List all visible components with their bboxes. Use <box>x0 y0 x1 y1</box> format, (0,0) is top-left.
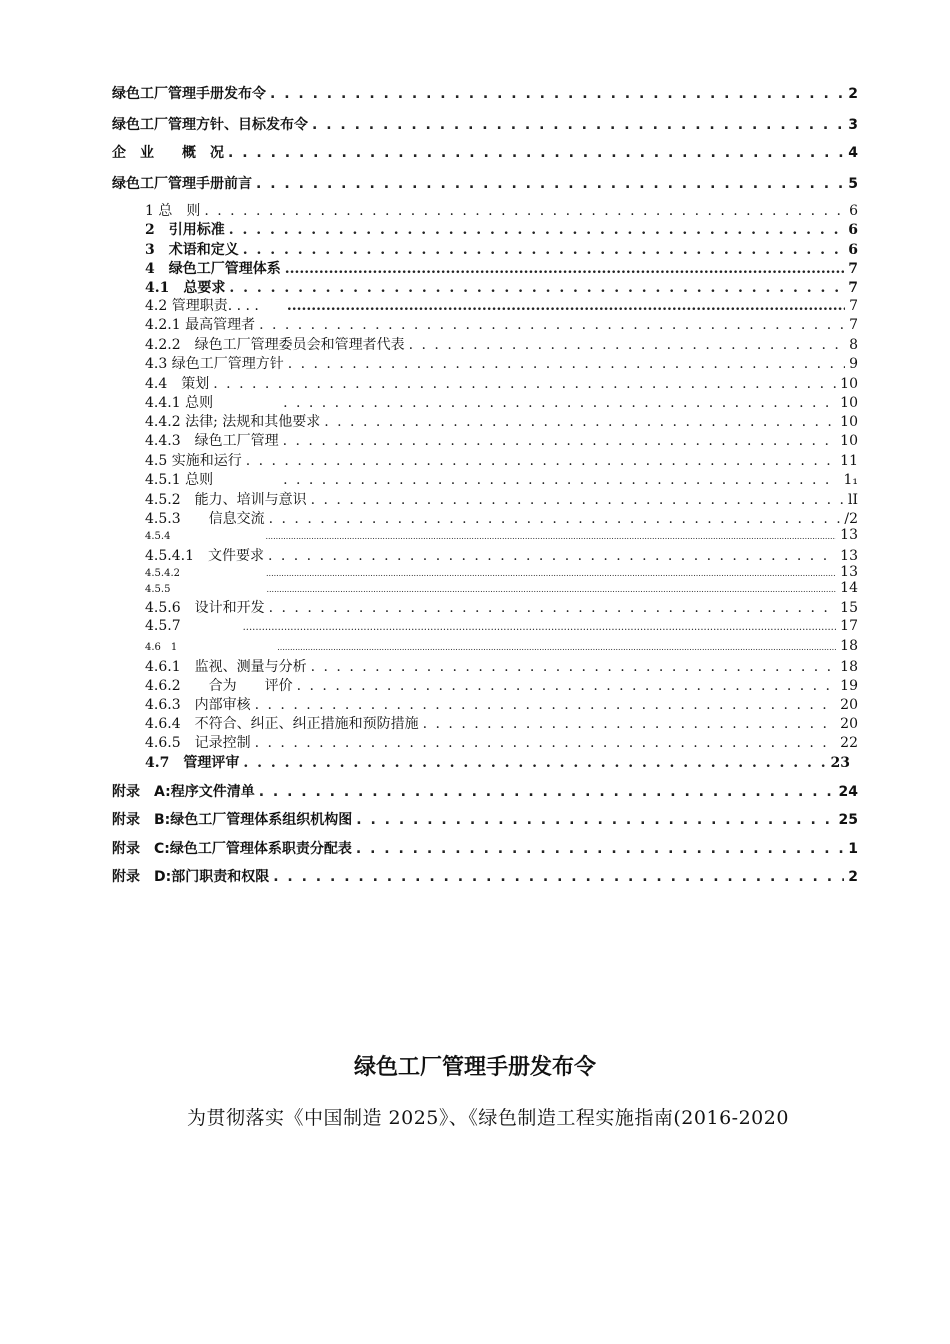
toc-page-number: 8 <box>849 337 858 353</box>
toc-entry-label: 4.7 管理评审 <box>145 755 240 771</box>
toc-entry[interactable] <box>145 752 850 772</box>
toc-entry-label: 绿色工厂管理手册发布令 <box>112 86 266 102</box>
toc-entry[interactable] <box>145 597 858 617</box>
dot-leader <box>259 784 835 800</box>
dot-leader <box>246 453 836 469</box>
toc-page-number: 10 <box>840 414 858 430</box>
toc-entry-label: 附录 C:绿色工厂管理体系职责分配表 <box>112 841 352 857</box>
toc-entry[interactable] <box>112 142 858 162</box>
toc-page-number: 10 <box>840 433 858 449</box>
toc-page-number: 7 <box>849 317 858 333</box>
toc-entry[interactable] <box>145 580 858 596</box>
dot-leader <box>213 376 836 392</box>
toc-page-number: 18 <box>840 659 858 675</box>
dot-leader <box>256 176 844 192</box>
dot-leader <box>229 280 844 296</box>
toc-page-number: 13 <box>840 527 858 543</box>
dot-leader <box>283 433 837 449</box>
toc-page-number: 7 <box>848 261 858 277</box>
paragraph-text: 为贯彻落实《中国制造 2025》、《绿色制造工程实施指南(2016-2020 <box>187 1107 789 1129</box>
toc-page-number: 7 <box>849 298 858 314</box>
toc-entry-label: 4.6.3 内部审核 <box>145 697 251 713</box>
toc-entry[interactable] <box>145 618 858 634</box>
toc-page-number: 2 <box>848 86 858 102</box>
dot-leader <box>283 395 836 411</box>
dot-leader <box>265 532 836 541</box>
toc-entry-label: 4.5.2 能力、培训与意识 <box>145 492 307 508</box>
toc-entry[interactable] <box>145 430 858 450</box>
toc-entry-label: 4.5.6 设计和开发 <box>145 600 265 616</box>
toc-page-number: lI <box>847 492 858 508</box>
toc-entry[interactable] <box>112 838 858 858</box>
section-title: 绿色工厂管理手册发布令 <box>353 1055 596 1080</box>
toc-entry-label: 企 业 概 况 <box>112 145 224 161</box>
toc-entry-label: 4.4.1 总则 <box>145 395 214 411</box>
toc-page-number: 4 <box>848 145 858 161</box>
toc-entry[interactable] <box>145 200 858 220</box>
toc-entry-label: 附录 A:程序文件清单 <box>112 784 255 800</box>
toc-page-number: 7 <box>848 280 858 296</box>
toc-entry-label: 4.6.5 记录控制 <box>145 735 251 751</box>
toc-entry[interactable] <box>145 732 858 752</box>
toc-entry[interactable] <box>145 411 858 431</box>
dot-leader <box>277 643 836 652</box>
toc-entry[interactable] <box>145 489 858 509</box>
dot-leader <box>255 735 837 751</box>
toc-entry[interactable] <box>112 809 858 829</box>
toc-entry-label: 4.1 总要求 <box>145 280 226 296</box>
dot-leader <box>356 812 834 828</box>
toc-entry-label: 4.5.4.2 <box>145 568 180 579</box>
toc-page-number: 17 <box>840 618 858 634</box>
toc-entry[interactable] <box>145 469 858 489</box>
dot-leader <box>243 242 845 258</box>
toc-entry[interactable] <box>145 638 858 654</box>
toc-page-number: 3 <box>848 117 858 133</box>
toc-page-number: 18 <box>840 638 858 654</box>
toc-page-number: 20 <box>840 716 858 732</box>
toc-page-number: 15 <box>840 600 858 616</box>
toc-page-number: 9 <box>849 356 858 372</box>
toc-page-number: /2 <box>844 511 858 527</box>
dot-leader <box>297 678 837 694</box>
toc-entry[interactable] <box>112 114 858 134</box>
toc-entry-label: 4.5.4 <box>145 531 171 542</box>
dot-leader <box>283 472 839 488</box>
dot-leader <box>324 414 836 430</box>
toc-entry[interactable] <box>145 694 858 714</box>
toc-entry[interactable] <box>112 83 858 103</box>
toc-entry-label: 绿色工厂管理方针、目标发布令 <box>112 117 308 133</box>
toc-page-number: 14 <box>840 580 858 596</box>
toc-entry-label: 4.5.1 总则 <box>145 472 214 488</box>
toc-page-number: 11 <box>840 453 858 469</box>
toc-entry[interactable] <box>112 781 858 801</box>
dot-leader <box>243 755 826 771</box>
dot-leader <box>228 145 844 161</box>
toc-entry-label: 4.2.1 最高管理者 <box>145 317 256 333</box>
toc-entry-label: 4.5.3 信息交流 <box>145 511 265 527</box>
toc-page-number: 23 <box>830 755 850 771</box>
toc-page-number: 20 <box>840 697 858 713</box>
toc-page-number: 5 <box>848 176 858 192</box>
toc-entry-label: 4.6.1 监视、测量与分析 <box>145 659 307 675</box>
toc-entry-label: 4.2 管理职责. . . . <box>145 298 259 314</box>
toc-page-number: 13 <box>840 564 858 580</box>
toc-entry[interactable] <box>145 450 858 470</box>
dot-leader <box>288 356 845 372</box>
toc-entry[interactable] <box>145 373 858 393</box>
toc-entry[interactable] <box>145 545 858 565</box>
toc-entry[interactable] <box>145 527 858 543</box>
toc-entry[interactable] <box>145 295 858 315</box>
dot-leader <box>312 117 844 133</box>
toc-entry-label: 4.6 1 <box>145 642 178 653</box>
toc-entry[interactable] <box>145 314 858 334</box>
toc-entry-label: 绿色工厂管理手册前言 <box>112 176 252 192</box>
dot-leader <box>356 841 844 857</box>
toc-entry[interactable] <box>145 675 858 695</box>
toc-entry-label: 附录 B:绿色工厂管理体系组织机构图 <box>112 812 353 828</box>
toc-page-number: 2 <box>848 869 858 885</box>
toc-page-number: 10 <box>840 376 858 392</box>
toc-page-number: 10 <box>840 395 858 411</box>
toc-entry-label: 4.4.2 法律; 法规和其他要求 <box>145 414 321 430</box>
toc-entry-label: 4.3 绿色工厂管理方针 <box>145 356 284 372</box>
dot-leader <box>204 203 845 219</box>
toc-entry-label: 4.4.3 绿色工厂管理 <box>145 433 279 449</box>
toc-entry[interactable] <box>145 334 858 354</box>
dot-leader <box>259 317 845 333</box>
dot-leader <box>268 548 836 564</box>
toc-entry[interactable] <box>145 353 858 373</box>
toc-entry-label: 4.4 策划 <box>145 376 210 392</box>
toc-entry[interactable] <box>145 239 858 259</box>
toc-page-number: 6 <box>848 242 858 258</box>
toc-page-number: 22 <box>840 735 858 751</box>
toc-entry[interactable] <box>145 656 858 676</box>
dot-leader <box>311 659 837 675</box>
dot-leader <box>287 298 845 314</box>
toc-page-number: 13 <box>840 548 858 564</box>
toc-entry-label: 附录 D:部门职责和权限 <box>112 869 270 885</box>
dot-leader <box>273 869 844 885</box>
toc-page-number: 6 <box>849 203 858 219</box>
dot-leader <box>269 600 837 616</box>
toc-entry[interactable] <box>145 219 858 239</box>
toc-page-number: 1 <box>848 841 858 857</box>
dot-leader <box>229 222 845 238</box>
toc-entry[interactable] <box>145 508 858 528</box>
dot-leader <box>269 511 841 527</box>
toc-entry[interactable] <box>145 392 858 412</box>
toc-entry-label: 4.6.2 合为 评价 <box>145 678 293 694</box>
toc-entry[interactable] <box>112 866 858 886</box>
toc-page-number: 1₁ <box>843 472 858 488</box>
dot-leader <box>243 622 837 633</box>
dot-leader <box>270 86 844 102</box>
toc-page-number: 6 <box>848 222 858 238</box>
toc-entry-label: 4.5.7 <box>145 618 181 634</box>
dot-leader <box>266 569 836 578</box>
toc-entry[interactable] <box>145 277 858 297</box>
dot-leader <box>255 697 837 713</box>
toc-entry-label: 4.5.5 <box>145 584 171 595</box>
toc-entry-label: 4.5.4.1 文件要求 <box>145 548 264 564</box>
dot-leader <box>423 716 837 732</box>
dot-leader <box>266 585 836 594</box>
dot-leader <box>311 492 844 508</box>
toc-page-number: 19 <box>840 678 858 694</box>
toc-entry[interactable] <box>145 713 858 733</box>
dot-leader <box>409 337 845 353</box>
toc-page-number: 24 <box>838 784 858 800</box>
toc-entry-label: 4.2.2 绿色工厂管理委员会和管理者代表 <box>145 337 405 353</box>
dot-leader <box>285 261 845 277</box>
toc-entry-label: 4.5 实施和运行 <box>145 453 242 469</box>
toc-entry[interactable] <box>145 258 858 278</box>
toc-entry-label: 1 总 则 <box>145 203 201 219</box>
toc-entry[interactable] <box>112 173 858 193</box>
toc-entry-label: 3 术语和定义 <box>145 242 239 258</box>
toc-page-number: 25 <box>838 812 858 828</box>
toc-entry-label: 2 引用标准 <box>145 222 225 238</box>
toc-entry[interactable] <box>145 564 858 580</box>
toc-entry-label: 4.6.4 不符合、纠正、纠正措施和预防措施 <box>145 716 419 732</box>
toc-entry-label: 4 绿色工厂管理体系 <box>145 261 281 277</box>
